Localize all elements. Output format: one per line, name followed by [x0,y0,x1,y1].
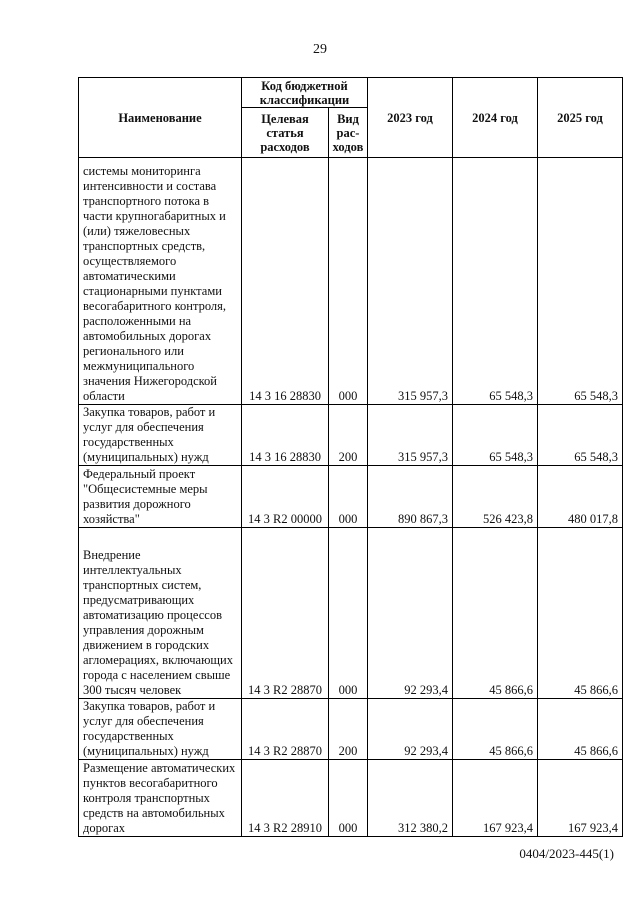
row-name: Внедрение интеллектуальных транспортных систем, предусматривающих автоматизацию процессов управления дорожным движением в городских агломерациях, включающих города с населением свыше 300 тысяч человек [79,528,242,699]
row-expense-type: 200 [329,405,368,466]
page-number: 29 [313,42,327,57]
row-2023: 92 293,4 [368,528,453,699]
row-2024: 526 423,8 [453,466,538,528]
header-year-2024: 2024 год [453,78,538,158]
row-2025: 167 923,4 [538,760,623,837]
row-name: Закупка товаров, работ и услуг для обеспечения государственных (муниципальных) нужд [79,699,242,760]
header-name: Наименование [79,78,242,158]
table-row [79,466,623,528]
table-row [79,699,623,760]
row-2025: 65 548,3 [538,158,623,405]
row-2025: 45 866,6 [538,528,623,699]
table-row [79,528,623,699]
row-name: Федеральный проект "Общесистемные меры развития дорожного хозяйства" [79,466,242,528]
row-2023: 315 957,3 [368,158,453,405]
row-target-article: 14 3 R2 28910 [242,760,329,837]
row-2024: 167 923,4 [453,760,538,837]
row-2023: 92 293,4 [368,699,453,760]
row-target-article: 14 3 R2 28870 [242,528,329,699]
row-name: Размещение автоматических пунктов весогабаритного контроля транспортных средств на автомобильных дорогах [79,760,242,837]
row-target-article: 14 3 R2 00000 [242,466,329,528]
row-2025: 480 017,8 [538,466,623,528]
row-target-article: 14 3 R2 28870 [242,699,329,760]
row-name: системы мониторинга интенсивности и состава транспортного потока в части крупногабаритных и (или) тяжеловесных транспортных средств, осуществляемого автоматическими стационарными пунктами весогабаритного контроля, расположенными на автомобильных дорогах регионального или межмуниципального значения Нижегородской области [79,158,242,405]
row-2025: 65 548,3 [538,405,623,466]
row-expense-type: 000 [329,466,368,528]
table-row [79,158,623,405]
row-2023: 890 867,3 [368,466,453,528]
row-target-article: 14 3 16 28830 [242,405,329,466]
row-2024: 45 866,6 [453,528,538,699]
header-budget-code: Код бюджетной классификации [242,78,368,108]
header-target-article: Целевая статья расходов [242,108,329,158]
document-code: 0404/2023-445(1) [519,846,614,861]
header-expense-type: Вид рас-ходов [329,108,368,158]
header-year-2025: 2025 год [538,78,623,158]
row-expense-type: 200 [329,699,368,760]
row-2023: 315 957,3 [368,405,453,466]
row-2024: 65 548,3 [453,158,538,405]
table-row [79,405,623,466]
row-target-article: 14 3 16 28830 [242,158,329,405]
row-2023: 312 380,2 [368,760,453,837]
row-2024: 45 866,6 [453,699,538,760]
budget-table [78,77,623,837]
row-name: Закупка товаров, работ и услуг для обеспечения государственных (муниципальных) нужд [79,405,242,466]
table-row [79,760,623,837]
row-expense-type: 000 [329,760,368,837]
header-year-2023: 2023 год [368,78,453,158]
row-2025: 45 866,6 [538,699,623,760]
row-2024: 65 548,3 [453,405,538,466]
row-expense-type: 000 [329,158,368,405]
row-expense-type: 000 [329,528,368,699]
